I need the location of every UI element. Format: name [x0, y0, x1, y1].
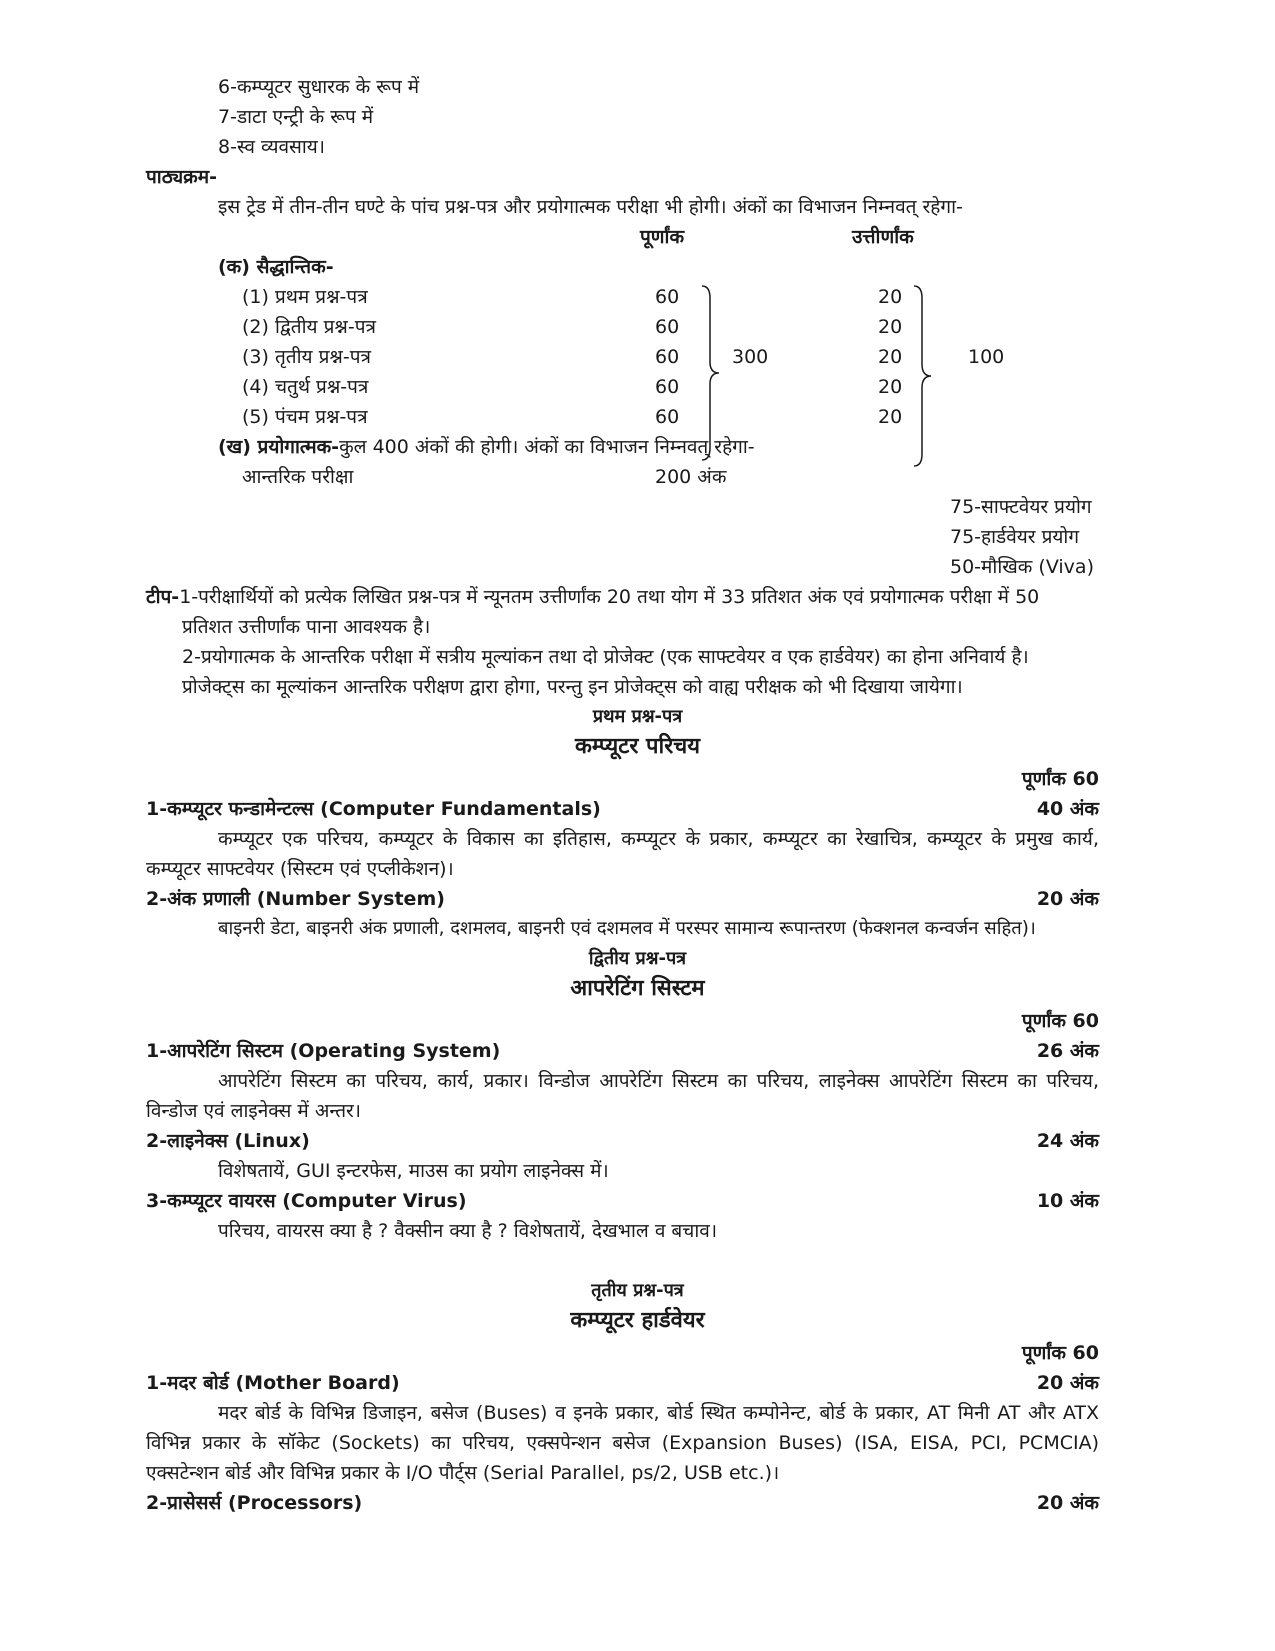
list-item: 6-कम्प्यूटर सुधारक के रूप में [218, 76, 420, 98]
full-marks: पूर्णांक 60 [1021, 768, 1099, 790]
unit-body: विशेषतायें, GUI इन्टरफेस, माउस का प्रयोग लाइनेक्स में। [218, 1160, 609, 1182]
table-row-label: (2) द्वितीय प्रश्न-पत्र [242, 316, 376, 338]
theory-heading: (क) सैद्धान्तिक- [218, 256, 334, 278]
table-row-label: (1) प्रथम प्रश्न-पत्र [242, 286, 368, 308]
unit-title: 1-कम्प्यूटर फन्डामेन्टल्स (Computer Fundamentals) [146, 798, 601, 820]
paper-label: प्रथम प्रश्न-पत्र [592, 706, 683, 727]
breakdown-item: 75-हार्डवेयर प्रयोग [950, 526, 1080, 548]
paper-title: कम्प्यूटर हार्डवेयर [570, 1308, 705, 1333]
unit-marks: 20 अंक [1036, 1372, 1099, 1394]
internal-exam-marks: 200 अंक [655, 466, 727, 488]
list-item: 8-स्व व्यवसाय। [218, 136, 326, 158]
syllabus-heading: पाठ्यक्रम- [146, 166, 218, 188]
total-pass: 100 [968, 346, 1005, 368]
practical-text: कुल 400 अंकों की होगी। अंकों का विभाजन निम्नवत् रहेगा- [339, 436, 755, 458]
unit-title: 3-कम्प्यूटर वायरस (Computer Virus) [146, 1190, 467, 1212]
note-2-continued: प्रोजेक्ट्स का मूल्यांकन आन्तरिक परीक्षण द्वारा होगा, परन्तु इन प्रोजेक्ट्स को वाह्य परीक्षक को भी दिखाया जायेगा। [182, 676, 963, 698]
right-brace-icon [912, 284, 934, 468]
unit-marks: 20 अंक [1036, 888, 1099, 910]
full-marks: पूर्णांक 60 [1021, 1010, 1099, 1032]
unit-body: आपरेटिंग सिस्टम का परिचय, कार्य, प्रकार। विन्डोज आपरेटिंग सिस्टम का परिचय, लाइनेक्स आपरेटिंग सिस्टम का परिचय, विन्डोज एवं लाइनेक्स में अन्तर। [146, 1070, 1099, 1122]
internal-exam-label: आन्तरिक परीक्षा [242, 466, 354, 488]
unit-title: 2-अंक प्रणाली (Number System) [146, 888, 445, 910]
unit-title: 2-प्रासेसर्स (Processors) [146, 1492, 363, 1514]
column-header-pass: उत्तीर्णांक [852, 226, 914, 248]
table-row-full: 60 [655, 376, 680, 398]
breakdown-item: 75-साफ्टवेयर प्रयोग [950, 496, 1092, 518]
paper-label: द्वितीय प्रश्न-पत्र [588, 948, 687, 969]
full-marks: पूर्णांक 60 [1021, 1342, 1099, 1364]
note-1 [146, 582, 1039, 612]
paper-label: तृतीय प्रश्न-पत्र [591, 1280, 684, 1301]
unit-body: कम्प्यूटर एक परिचय, कम्प्यूटर के विकास का इतिहास, कम्प्यूटर के प्रकार, कम्प्यूटर का रेखाचित्र, कम्प्यूटर के प्रमुख कार्य, कम्प्यूटर साफ्टवेयर (सिस्टम एवं एप्लीकेशन)। [146, 828, 1099, 880]
table-row-pass: 20 [878, 406, 903, 428]
unit-marks: 20 अंक [1036, 1492, 1099, 1514]
unit-marks: 24 अंक [1036, 1130, 1099, 1152]
list-item: 7-डाटा एन्ट्री के रूप में [218, 106, 374, 128]
breakdown-item: 50-मौखिक (Viva) [950, 556, 1094, 578]
unit-title: 1-मदर बोर्ड (Mother Board) [146, 1372, 400, 1394]
table-row-full: 60 [655, 316, 680, 338]
note-1-text: 1-परीक्षार्थियों को प्रत्येक लिखित प्रश्न-पत्र में न्यूनतम उत्तीर्णांक 20 तथा योग में 33 प्रतिशत अंक एवं प्रयोगात्मक परीक्षा में 50 [179, 586, 1040, 608]
table-row-pass: 20 [878, 286, 903, 308]
unit-marks: 40 अंक [1036, 798, 1099, 820]
unit-title: 2-लाइनेक्स (Linux) [146, 1130, 310, 1152]
note-2: 2-प्रयोगात्मक के आन्तरिक परीक्षा में सत्रीय मूल्यांकन तथा दो प्रोजेक्ट (एक साफ्टवेयर व एक हार्डवेयर) का होना अनिवार्य है। [182, 646, 1029, 668]
column-header-full: पूर्णांक [640, 226, 685, 248]
total-full: 300 [732, 346, 769, 368]
table-row-pass: 20 [878, 376, 903, 398]
table-row-full: 60 [655, 406, 680, 428]
practical-heading: (ख) प्रयोगात्मक- [218, 436, 340, 458]
unit-marks: 10 अंक [1036, 1190, 1099, 1212]
unit-body: मदर बोर्ड के विभिन्न डिजाइन, बसेज (Buses) व इनके प्रकार, बोर्ड स्थित कम्पोनेन्ट, बोर्ड के प्रकार, AT मिनी AT और ATX विभिन्न प्रकार के सॉकेट (Sockets) का परिचय, एक्सपेन्शन बसेज (Expansion Buses) (ISA, EISA, PCI, PCMCIA) एक्सटेन्शन बोर्ड और विभिन्न प्रकार के I/O पौर्ट्स (Serial Parallel, ps/2, USB etc.)। [146, 1402, 1099, 1484]
unit-marks: 26 अंक [1036, 1040, 1099, 1062]
table-row-label: (4) चतुर्थ प्रश्न-पत्र [242, 376, 369, 398]
table-row-full: 60 [655, 346, 680, 368]
paper-title: आपरेटिंग सिस्टम [570, 976, 705, 1001]
table-row-full: 60 [655, 286, 680, 308]
unit-body: बाइनरी डेटा, बाइनरी अंक प्रणाली, दशमलव, बाइनरी एवं दशमलव में परस्पर सामान्य रूपान्तरण (फेक्शनल कन्वर्जन सहित)। [218, 918, 1036, 939]
unit-title: 1-आपरेटिंग सिस्टम (Operating System) [146, 1040, 501, 1062]
table-row-pass: 20 [878, 346, 903, 368]
paper-title: कम्प्यूटर परिचय [575, 734, 700, 759]
table-row-label: (3) तृतीय प्रश्न-पत्र [242, 346, 371, 368]
note-1-continued: प्रतिशत उत्तीर्णांक पाना आवश्यक है। [182, 616, 431, 638]
table-row-label: (5) पंचम प्रश्न-पत्र [242, 406, 368, 428]
syllabus-intro: इस ट्रेड में तीन-तीन घण्टे के पांच प्रश्न-पत्र और प्रयोगात्मक परीक्षा भी होगी। अंकों का विभाजन निम्नवत् रहेगा- [218, 196, 963, 218]
practical-line [218, 432, 755, 462]
unit-body: परिचय, वायरस क्या है ? वैक्सीन क्या है ? विशेषतायें, देखभाल व बचाव। [218, 1220, 718, 1242]
table-row-pass: 20 [878, 316, 903, 338]
note-label: टीप- [146, 586, 180, 608]
